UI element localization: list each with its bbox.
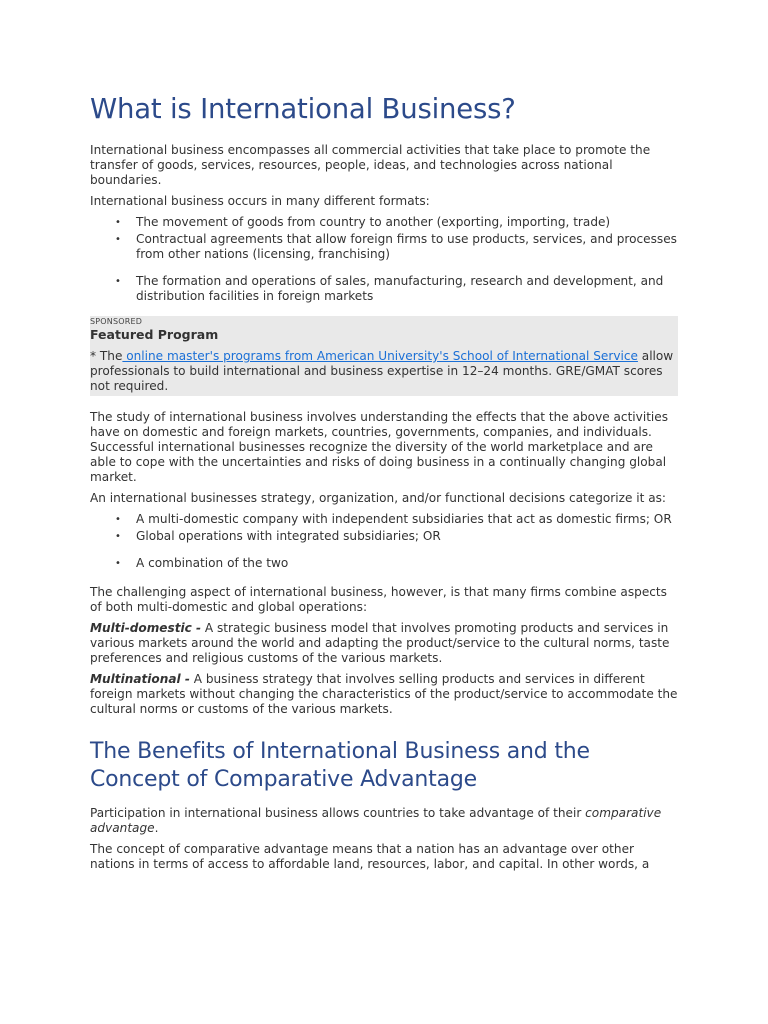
formats-list: [90, 215, 680, 304]
sponsored-tag: SPONSORED: [90, 317, 143, 326]
definition-term: Multinational -: [90, 672, 190, 686]
definition-term: Multi-domestic -: [90, 621, 202, 635]
bullet-icon: •: [115, 558, 121, 569]
study-paragraph: The study of international business involves understanding the effects that the above activities have on domestic and foreign markets, countries, governments, companies, and individuals. Successful international businesses recognize the diversity of the world marketplace and are able to cope with the uncertainties and risks of doing business in a continually changing global market.: [90, 410, 669, 484]
bullet-icon: •: [115, 514, 121, 525]
list-item: • The formation and operations of sales, manufacturing, research and development, and distribution facilities in foreign markets: [115, 274, 664, 303]
participation-paragraph: Participation in international business allows countries to take advantage of their comparative advantage.: [90, 806, 662, 835]
section-title-benefits: The Benefits of International Business and the Concept of Comparative Advantage: [90, 739, 590, 792]
featured-program-heading: Featured Program: [90, 327, 219, 342]
list-item: • A combination of the two: [115, 556, 289, 570]
concept-paragraph: The concept of comparative advantage means that a nation has an advantage over other nations in terms of access to affordable land, resources, labor, and capital. In other words, a: [90, 842, 650, 871]
strategies-list: [90, 512, 680, 571]
strategy-intro: An international businesses strategy, organization, and/or functional decisions categorize it as:: [90, 491, 666, 505]
definition-multinational: Multinational - A business strategy that involves selling products and services in different foreign markets without changing the characteristics of the product/service to accommodate the cultural norms or customs of the various markets.: [90, 672, 678, 716]
bullet-icon: •: [115, 234, 121, 245]
challenge-paragraph: The challenging aspect of international business, however, is that many firms combine aspects of both multi-domestic and global operations:: [90, 585, 667, 614]
list-item: • The movement of goods from country to another (exporting, importing, trade): [115, 215, 611, 229]
article-content: [90, 92, 680, 878]
sponsored-text: * The online master's programs from American University's School of International Service allow professionals to build international and business expertise in 12–24 months. GRE/GMAT scores not required.: [90, 349, 674, 393]
sponsored-box: [90, 316, 678, 396]
formats-intro: International business occurs in many different formats:: [90, 194, 430, 208]
definition-multi-domestic: Multi-domestic - A strategic business model that involves promoting products and services in various markets around the world and adapting the product/service to the cultural norms, taste preferences and religious customs of the various markets.: [90, 621, 670, 665]
page-title: What is International Business?: [90, 93, 516, 125]
bullet-icon: •: [115, 531, 121, 542]
list-item: • A multi-domestic company with independent subsidiaries that act as domestic firms; OR: [115, 512, 672, 526]
list-item: • Global operations with integrated subsidiaries; OR: [115, 529, 441, 543]
bullet-icon: •: [115, 217, 121, 228]
list-item: • Contractual agreements that allow foreign firms to use products, services, and processes from other nations (licensing, franchising): [115, 232, 677, 261]
bullet-icon: •: [115, 276, 121, 287]
intro-paragraph: International business encompasses all commercial activities that take place to promote the transfer of goods, services, resources, people, ideas, and technologies across national boundaries.: [90, 143, 651, 187]
american-university-program-link[interactable]: online master's programs from American University's School of International Service: [122, 349, 638, 363]
